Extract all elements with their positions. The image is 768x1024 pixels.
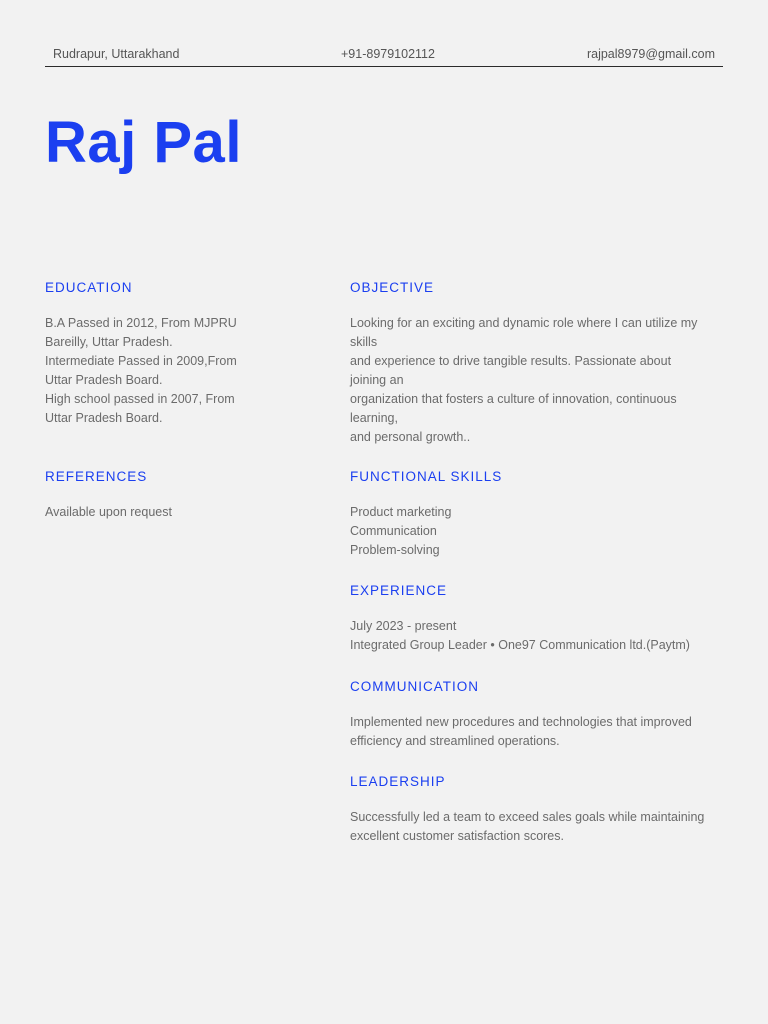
objective-line: joining an (350, 373, 404, 387)
leadership-line: Successfully led a team to exceed sales goals while maintaining (350, 810, 705, 824)
leadership-title: LEADERSHIP (350, 774, 446, 789)
objective-line: and personal growth.. (350, 430, 471, 444)
skill-item: Problem-solving (350, 543, 440, 557)
objective-line: organization that fosters a culture of innovation, continuous (350, 392, 677, 406)
objective-body (350, 314, 720, 447)
functional-skills-section (350, 469, 720, 560)
functional-skills-list (350, 503, 720, 560)
references-title: REFERENCES (45, 469, 148, 484)
objective-line: Looking for an exciting and dynamic role where I can utilize my (350, 316, 698, 330)
objective-title: OBJECTIVE (350, 280, 435, 295)
objective-line: and experience to drive tangible results. Passionate about (350, 354, 672, 368)
references-line: Available upon request (45, 505, 172, 519)
functional-skills-title: FUNCTIONAL SKILLS (350, 469, 503, 484)
objective-line: skills (350, 335, 378, 349)
education-section (45, 280, 295, 428)
leadership-line: excellent customer satisfaction scores. (350, 829, 564, 843)
header-phone: +91-8979102112 (341, 47, 435, 61)
education-line: Bareilly, Uttar Pradesh. (45, 335, 173, 349)
header-email: rajpal8979@gmail.com (586, 47, 715, 61)
contact-header (45, 46, 723, 67)
communication-title: COMMUNICATION (350, 679, 479, 694)
skill-item: Product marketing (350, 505, 452, 519)
experience-dates: July 2023 - present (350, 619, 457, 633)
experience-title: EXPERIENCE (350, 583, 448, 598)
education-line: B.A Passed in 2012, From MJPRU (45, 316, 237, 330)
education-line: High school passed in 2007, From (45, 392, 235, 406)
leadership-body (350, 808, 720, 846)
resume-name: Raj Pal (45, 110, 242, 175)
communication-section (350, 679, 720, 751)
education-body (45, 314, 295, 428)
experience-body (350, 617, 720, 655)
leadership-section (350, 774, 720, 846)
communication-line: Implemented new procedures and technologies that improved (350, 715, 692, 729)
experience-role: Integrated Group Leader • One97 Communication ltd.(Paytm) (350, 638, 690, 652)
references-body (45, 503, 295, 522)
education-line: Intermediate Passed in 2009,From (45, 354, 237, 368)
references-section (45, 469, 295, 522)
objective-line: learning, (350, 411, 398, 425)
communication-body (350, 713, 720, 751)
education-title: EDUCATION (45, 280, 133, 295)
education-line: Uttar Pradesh Board. (45, 411, 163, 425)
communication-line: efficiency and streamlined operations. (350, 734, 560, 748)
skill-item: Communication (350, 524, 437, 538)
objective-section (350, 280, 720, 447)
header-location: Rudrapur, Uttarakhand (53, 47, 180, 61)
experience-section (350, 583, 720, 655)
education-line: Uttar Pradesh Board. (45, 373, 163, 387)
